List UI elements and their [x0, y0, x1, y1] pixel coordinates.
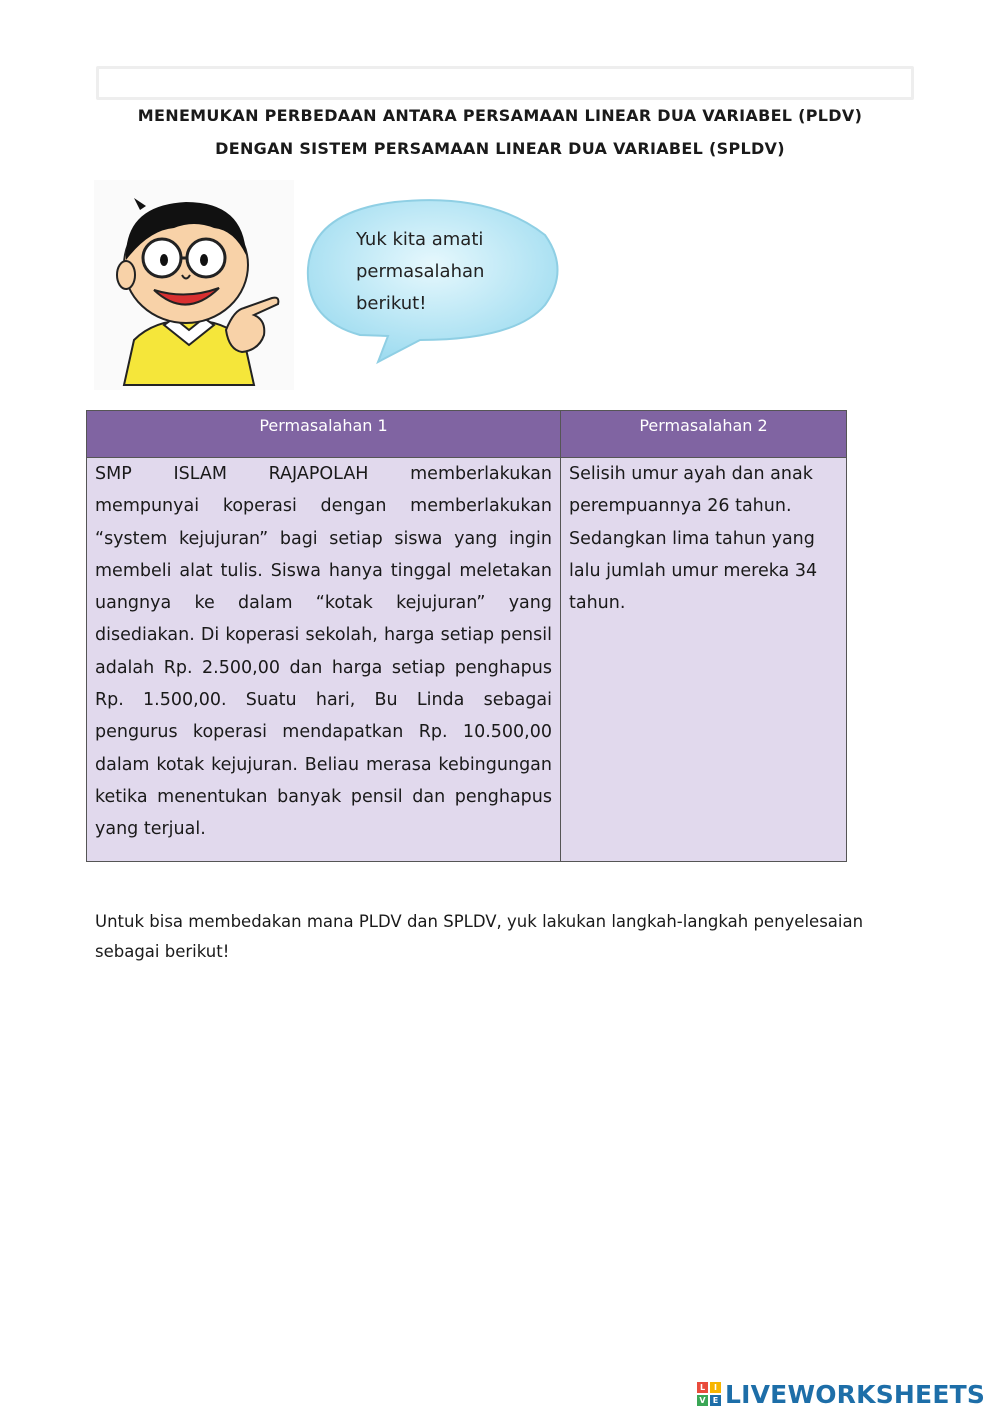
logo-mark-cell: I [710, 1382, 721, 1393]
bubble-line: permasalahan [356, 261, 485, 282]
logo-mark-icon [697, 1382, 721, 1406]
cartoon-boy-pointing-icon [94, 180, 294, 390]
table-header-problem-2: Permasalahan 2 [561, 411, 847, 458]
logo-mark-cell: E [710, 1395, 721, 1406]
speech-bubble-text [356, 224, 546, 320]
logo-mark-cell: V [697, 1395, 708, 1406]
logo-text: LIVEWORKSHEETS [725, 1379, 986, 1409]
problem-2-text: Selisih umur ayah dan anak perempuannya 26 tahun. Sedangkan lima tahun yang lalu jumlah umur mereka 34 tahun. [561, 458, 847, 862]
liveworksheets-logo[interactable] [697, 1376, 985, 1412]
problems-table [86, 410, 847, 862]
title-line-2: DENGAN SISTEM PERSAMAAN LINEAR DUA VARIABEL (SPLDV) [215, 139, 785, 158]
bubble-line: Yuk kita amati [356, 229, 484, 250]
name-input-box[interactable] [96, 66, 914, 100]
problem-1-text: SMP ISLAM RAJAPOLAH memberlakukan mempunyai koperasi dengan memberlakukan “system kejujuran” bagi setiap siswa yang ingin membeli alat tulis. Siswa hanya tinggal meletakan uangnya ke dalam “kotak kejujuran” yang disediakan. Di koperasi sekolah, harga setiap pensil adalah Rp. 2.500,00 dan harga setiap penghapus Rp. 1.500,00. Suatu hari, Bu Linda sebagai pengurus koperasi mendapatkan Rp. 10.500,00 dalam kotak kejujuran. Beliau merasa kebingungan ketika menentukan banyak pensil dan penghapus yang terjual. [87, 458, 561, 862]
logo-mark-cell: L [697, 1382, 708, 1393]
title-line-1: MENEMUKAN PERBEDAAN ANTARA PERSAMAAN LINEAR DUA VARIABEL (PLDV) [137, 106, 863, 125]
table-header-problem-1: Permasalahan 1 [87, 411, 561, 458]
instruction-text: Untuk bisa membedakan mana PLDV dan SPLDV, yuk lakukan langkah-langkah penyelesaian sebagai berikut! [95, 912, 864, 961]
bubble-line: berikut! [356, 293, 427, 314]
